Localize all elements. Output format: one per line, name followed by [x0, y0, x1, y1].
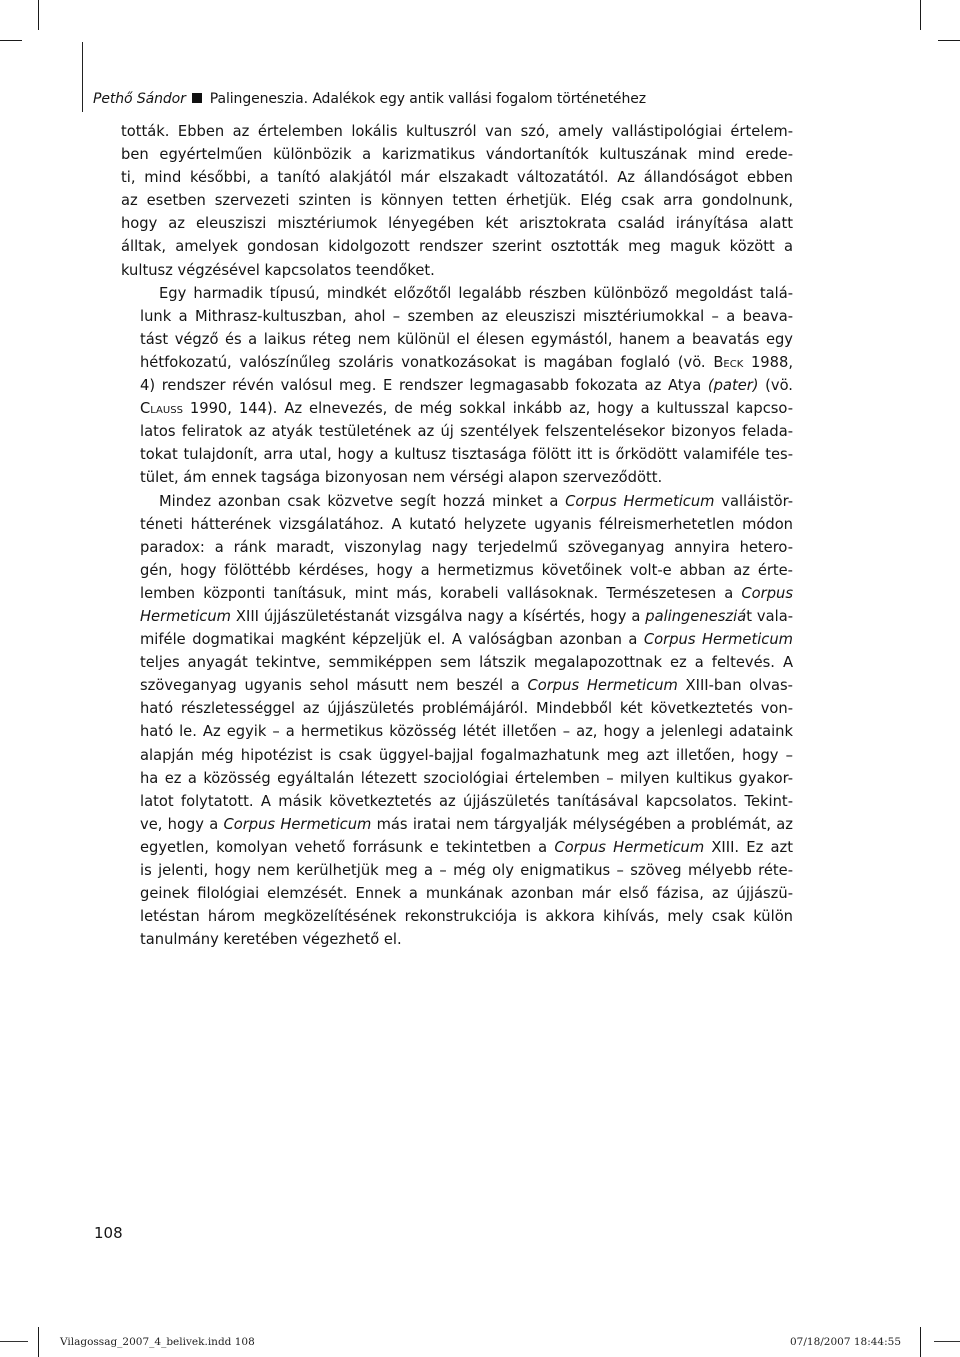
text-line: gén, hogy fölöttébb kérdéses, hogy a hermetizmus követőinek volt-e abban az érte-: [140, 561, 793, 579]
header-author: Pethő Sándor: [93, 91, 186, 107]
text-line: ha ez a közösség egyáltalán létezett szociológiai értelemben – milyen kultikus gyakor-: [140, 769, 793, 787]
slug-timestamp: 07/18/2007 18:44:55: [790, 1336, 902, 1348]
text-line: hétfokozatú, valószínűleg szoláris vonatkozásokat is magában foglaló (vö. Beck 1988,: [140, 353, 794, 371]
text-line: latot folytatott. A másik következtetés az újjászületés tanításával kapcsolatos. Tekint-: [140, 792, 793, 810]
crop-mark-top-right-h: [938, 40, 960, 41]
text-line: ve, hogy a Corpus Hermeticum más iratai nem tárgyalják mélységében a problémát, az: [140, 815, 794, 833]
citation-clauss: Clauss: [140, 400, 183, 418]
square-bullet-icon: [192, 93, 202, 103]
slug-rule-right: [934, 1341, 960, 1342]
crop-mark-top-right: [920, 0, 921, 30]
text-line: kultusz végzésével kapcsolatos teendőket.: [121, 261, 435, 279]
text-line: tület, ám ennek tagsága bizonyosan nem vérségi alapon szerveződött.: [140, 469, 663, 487]
page-number: 108: [94, 1224, 123, 1242]
text-line: ható részletességgel az újjászületés problémájáról. Mindebből két következtetés von-: [140, 700, 793, 718]
header-title: Palingeneszia. Adalékok egy antik vallási fogalom történetéhez: [209, 91, 646, 107]
text-line: alapján még hipotézist is csak üggyel-bajjal fogalmazhatunk meg azt illetően, hogy –: [140, 746, 793, 764]
text-line: tották. Ebben az értelemben lokális kultuszról van szó, amely vallástipológiai értelem-: [121, 123, 793, 140]
text-line: geinek filológiai elemzését. Ennek a munkának azonban már első fázisa, az újjászü-: [140, 885, 793, 903]
text-line: szöveganyag ugyanis sehol másutt nem beszél a Corpus Hermeticum XIII-ban olvas-: [140, 677, 793, 695]
text-line: Hermeticum XIII újjászületéstanát vizsgálva nagy a kísértés, hogy a palingenesziát vala-: [140, 607, 793, 625]
citation-beck: Beck: [713, 353, 744, 371]
text-line: latos feliratok az atyák testületének az új szentélyek felszentelésekor bizonyos felada-: [140, 423, 793, 441]
text-line: álltak, amelyek gondosan kidolgozott rendszer szerint osztották meg maguk között a: [121, 238, 793, 256]
term-pater: (pater): [707, 377, 759, 395]
text-line: tást végző és a laikus réteg nem különül el élesen egymástól, hanem a beavatás egy: [140, 330, 793, 348]
text-line: egyetlen, komolyan vehető forrásunk e tekintetben a Corpus Hermeticum XIII. Ez azt: [140, 838, 793, 856]
text-line: hogy az eleusziszi misztériumok lényegében két arisztokrata család irányítása alatt: [121, 215, 793, 233]
text-line: tokat tulajdonít, arra utal, hogy a kultusz tisztasága fölött itt is őrködött valamiféle tes-: [140, 446, 793, 464]
text-line: tanulmány keretében végezhető el.: [140, 931, 402, 949]
text-line: Mindez azonban csak közvetve segít hozzá minket a Corpus Hermeticum valláistör-: [159, 492, 793, 510]
text-line: lunk a Mithrasz-kultuszban, ahol – szemben az eleusziszi misztériumokkal – a beava-: [140, 307, 793, 325]
body-text: [121, 120, 793, 951]
text-line: 4) rendszer révén valósul meg. E rendszer legmagasabb fokozata az Atya (pater) (vö.: [140, 377, 793, 395]
paragraph-2: [121, 282, 793, 490]
slug-filename: Vilagossag_2007_4_belivek.indd 108: [60, 1336, 255, 1348]
text-line: miféle dogmatikai magként képzeljük el. A valóságban azonban a Corpus Hermeticum: [140, 631, 793, 649]
crop-mark-top-left-h: [0, 40, 22, 41]
text-line: is jelenti, hogy nem kerülhetjük meg a – még oly enigmatikus – szöveg mélyebb réte-: [140, 862, 793, 879]
text-line: téneti hátterének vizsgálatához. A kutató helyzete ugyanis félreismerhetetlen módon: [140, 515, 793, 533]
text-line: teljes anyagát tekintve, semmiképpen sem látszik megalapozottnak ez a feltevés. A: [140, 654, 793, 672]
crop-mark-bottom-left: [38, 1327, 39, 1357]
text-line: Egy harmadik típusú, mindkét előzőtől legalább részben különböző megoldást talá-: [159, 284, 793, 302]
running-head: [93, 91, 646, 107]
text-line: letéstan három megközelítésének rekonstrukciója is akkora kihívás, mely csak külön: [140, 908, 793, 926]
text-line: ti, mind későbbi, a tanító alakjától már elszakadt változatától. Az állandóságot ebben: [121, 169, 793, 187]
paragraph-3: [121, 490, 793, 952]
paragraph-1: [121, 120, 793, 282]
text-line: ható le. Az egyik – a hermetikus közösség létét illetően – az, hogy a jelenlegi adataink: [140, 723, 793, 741]
text-line: lemben központi tanításuk, mint más, korabeli vallásoknak. Természetesen a Corpus: [140, 584, 793, 602]
crop-mark-top-left: [38, 0, 39, 30]
text-line: Clauss 1990, 144). Az elnevezés, de még sokkal inkább az, hogy a kultusszal kapcso-: [140, 400, 793, 418]
text-line: ben egyértelműen különbözik a karizmatikus vándortanítók kultuszának mind erede-: [121, 146, 793, 164]
header-rule: [82, 42, 83, 112]
crop-mark-bottom-right: [920, 1327, 921, 1357]
text-line: az esetben szervezeti szinten is könnyen tetten érhetjük. Elég csak arra gondolnunk,: [121, 192, 793, 210]
text-line: paradox: a ránk maradt, viszonylag nagy terjedelmű szöveganyag annyira hetero-: [140, 538, 793, 556]
slug-rule-left: [0, 1341, 28, 1342]
